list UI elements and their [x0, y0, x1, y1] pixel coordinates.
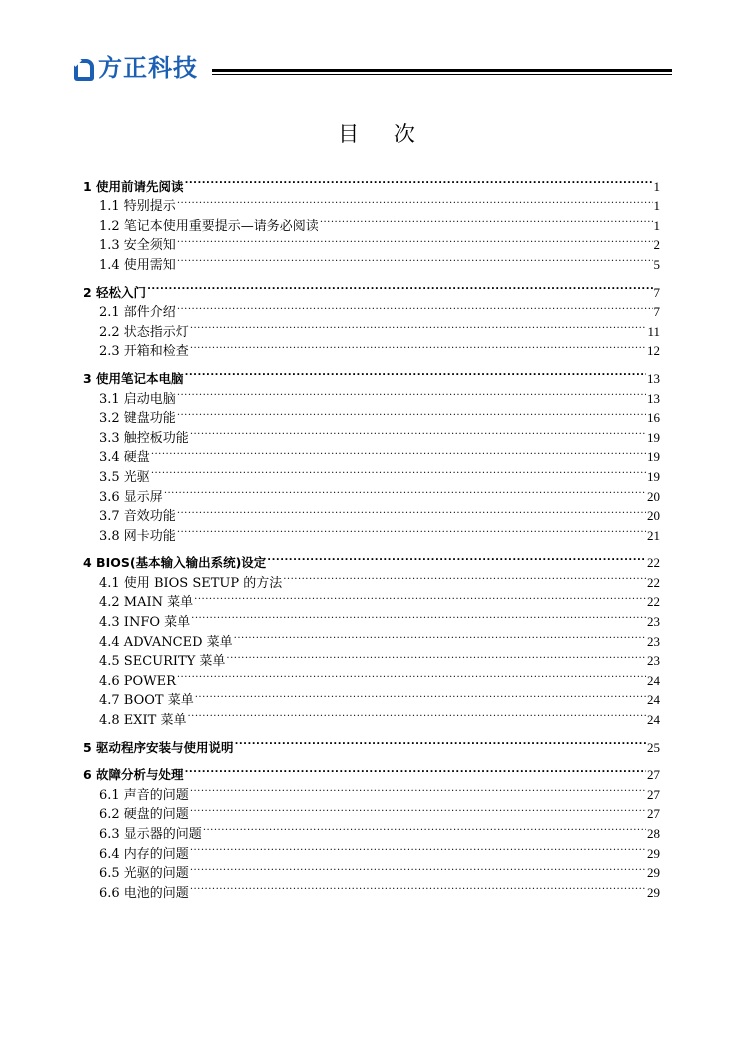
company-logo [72, 52, 198, 84]
toc-entry-label: 3.8 网卡功能 [99, 528, 176, 544]
toc-leader-dots [177, 403, 646, 423]
toc-chapter-entry[interactable] [83, 277, 660, 300]
toc-page-number: 23 [647, 614, 660, 630]
toc-entry-label: 6.2 硬盘的问题 [99, 807, 189, 823]
toc-page-number: 28 [647, 826, 660, 841]
toc-entry-label: 1.2 笔记本使用重要提示—请务必阅读 [99, 218, 319, 234]
toc-page-number: 29 [647, 845, 660, 861]
toc-leader-dots [191, 606, 646, 626]
toc-page-number: 11 [647, 323, 660, 339]
toc-leader-dots [177, 191, 653, 211]
toc-section-entry[interactable] [83, 442, 660, 466]
toc-entry-label: 6.3 显示器的问题 [99, 827, 202, 842]
toc-entry-label: 6 故障分析与处理 [83, 767, 184, 783]
toc-leader-dots [190, 422, 646, 442]
toc-entry-label: 4.7 BOOT 菜单 [99, 693, 194, 709]
toc-page-number: 5 [653, 256, 660, 272]
toc-leader-dots [320, 210, 653, 230]
toc-page-number: 22 [647, 555, 660, 571]
toc-entry-label: 6.6 电池的问题 [99, 885, 189, 901]
toc-chapter-entry[interactable] [83, 732, 660, 755]
toc-entry-label: 6.4 内存的问题 [99, 846, 189, 862]
toc-section-entry[interactable] [83, 501, 660, 525]
toc-page-number: 23 [647, 653, 660, 669]
toc-page-number: 24 [647, 672, 660, 688]
toc-page-number: 13 [647, 370, 660, 386]
toc-leader-dots [190, 316, 647, 336]
toc-leader-dots [177, 297, 653, 317]
toc-page-number: 29 [647, 865, 660, 881]
toc-leader-dots [235, 732, 646, 752]
toc-entry-label: 3 使用笔记本电脑 [83, 370, 184, 386]
toc-section-entry[interactable] [83, 481, 660, 505]
toc-entry-label: 6.1 声音的问题 [99, 787, 189, 803]
toc-section-entry[interactable] [83, 461, 660, 485]
toc-leader-dots [190, 799, 646, 819]
toc-leader-dots [185, 363, 646, 383]
toc-leader-dots [177, 501, 646, 521]
toc-entry-label: 4.4 ADVANCED 菜单 [99, 634, 233, 650]
toc-entry-label: 2.2 状态指示灯 [99, 324, 189, 340]
toc-entry-label: 3.4 硬盘 [99, 450, 150, 466]
toc-entry-label: 3.1 启动电脑 [99, 391, 176, 407]
toc-leader-dots [177, 665, 646, 685]
toc-leader-dots [185, 760, 646, 780]
toc-entry-label: 4.1 使用 BIOS SETUP 的方法 [99, 575, 283, 591]
toc-leader-dots [190, 779, 646, 799]
toc-leader-dots [190, 877, 646, 897]
toc-page-number: 24 [647, 712, 660, 728]
toc-entry-label: 4.3 INFO 菜单 [99, 615, 191, 631]
toc-page-number: 24 [647, 692, 660, 708]
header-rule-thick [212, 69, 672, 72]
toc-page-number: 20 [647, 508, 660, 524]
table-of-contents [83, 171, 660, 901]
toc-page-number: 7 [653, 284, 660, 300]
toc-leader-dots [190, 336, 646, 356]
toc-leader-dots [177, 383, 646, 403]
toc-page-number: 23 [647, 633, 660, 649]
toc-leader-dots [151, 442, 646, 462]
toc-leader-dots [164, 481, 646, 501]
toc-entry-label: 1 使用前请先阅读 [83, 178, 184, 194]
toc-entry-label: 1.4 使用需知 [99, 257, 176, 273]
toc-leader-dots [203, 818, 646, 838]
toc-leader-dots [283, 567, 646, 587]
toc-entry-label: 6.5 光驱的问题 [99, 866, 189, 882]
toc-entry-label: 4.5 SECURITY 菜单 [99, 654, 226, 670]
toc-entry-label: 4.2 MAIN 菜单 [99, 595, 194, 611]
toc-page-number: 7 [653, 304, 660, 320]
toc-page-number: 27 [647, 786, 660, 802]
toc-page-number: 22 [647, 594, 660, 610]
toc-leader-dots [177, 230, 653, 250]
toc-entry-label: 3.5 光驱 [99, 469, 150, 485]
toc-entry-label: 5 驱动程序安装与使用说明 [83, 739, 234, 755]
toc-leader-dots [177, 520, 646, 540]
toc-entry-label: 3.7 音效功能 [99, 509, 176, 525]
toc-leader-dots [190, 858, 646, 878]
toc-entry-label: 1.1 特别提示 [99, 199, 176, 215]
toc-page-number: 25 [647, 739, 660, 755]
toc-chapter-entry[interactable] [83, 171, 660, 194]
toc-section-entry[interactable] [83, 297, 660, 321]
toc-chapter-entry[interactable] [83, 760, 660, 783]
toc-chapter-entry[interactable] [83, 363, 660, 386]
toc-leader-dots [195, 685, 646, 705]
toc-page-number: 1 [653, 217, 660, 233]
toc-entry-label: 2 轻松入门 [83, 284, 147, 300]
toc-entry-label: 4.8 EXIT 菜单 [99, 713, 187, 729]
toc-entry-label: 3.6 显示屏 [99, 489, 163, 505]
logo-mark-icon [72, 57, 94, 79]
toc-chapter-entry[interactable] [83, 548, 660, 571]
toc-page-number: 1 [653, 198, 660, 214]
logo-text: 方正科技 [98, 54, 198, 82]
toc-leader-dots [267, 548, 646, 568]
header-rule-thin [212, 74, 672, 75]
toc-page-number: 12 [647, 343, 660, 359]
toc-leader-dots [185, 171, 653, 191]
toc-page-number: 27 [647, 767, 660, 783]
toc-page-number: 29 [647, 884, 660, 900]
toc-leader-dots [190, 838, 646, 858]
toc-entry-label: 2.1 部件介绍 [99, 305, 176, 321]
toc-entry-label: 2.3 开箱和检查 [99, 344, 189, 360]
toc-page-number: 20 [647, 488, 660, 504]
toc-entry-label: 4.6 POWER [99, 673, 176, 689]
toc-entry-label: 3.3 触控板功能 [99, 430, 189, 446]
toc-page-number: 21 [647, 527, 660, 543]
toc-leader-dots [147, 277, 652, 297]
toc-page-number: 22 [647, 574, 660, 590]
page-title: 目 次 [338, 122, 429, 146]
toc-leader-dots [177, 249, 653, 269]
toc-page-number: 19 [647, 429, 660, 445]
toc-leader-dots [151, 461, 646, 481]
toc-page-number: 13 [647, 390, 660, 406]
toc-leader-dots [194, 587, 646, 607]
toc-entry-label: 4 BIOS(基本输入输出系统)设定 [83, 555, 267, 571]
toc-leader-dots [226, 646, 646, 666]
toc-page-number: 19 [647, 468, 660, 484]
toc-leader-dots [188, 704, 647, 724]
page-header [72, 50, 672, 86]
toc-page-number: 1 [653, 178, 660, 194]
toc-page-number: 19 [647, 449, 660, 465]
toc-page-number: 27 [647, 806, 660, 822]
toc-page-number: 16 [647, 410, 660, 426]
toc-entry-label: 3.2 键盘功能 [99, 411, 176, 427]
toc-leader-dots [234, 626, 646, 646]
toc-page-number: 2 [653, 237, 660, 253]
toc-entry-label: 1.3 安全须知 [99, 238, 176, 254]
